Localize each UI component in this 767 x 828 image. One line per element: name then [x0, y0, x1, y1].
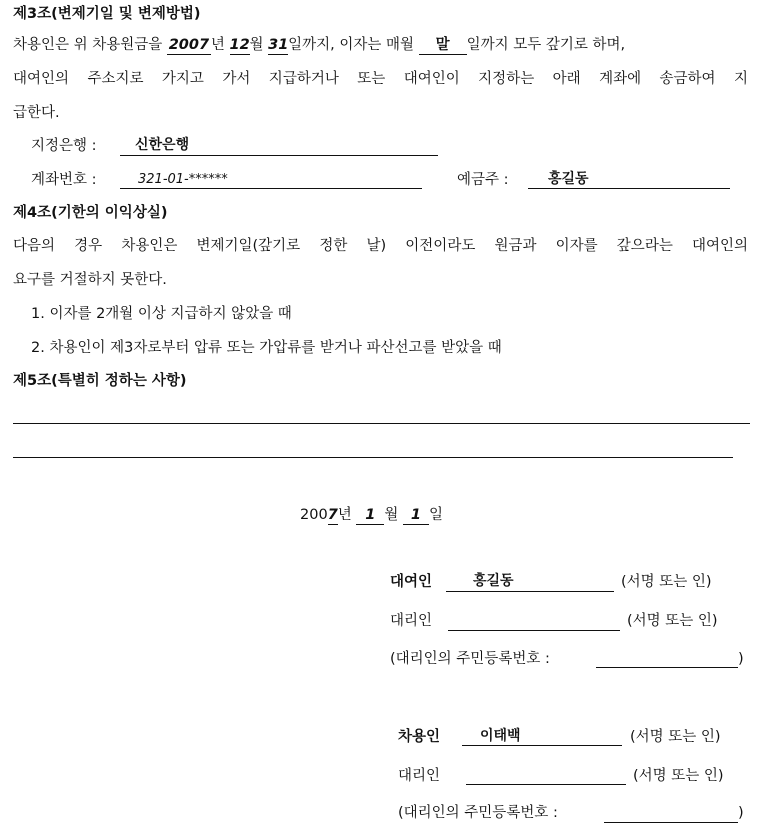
repayment-day: 31 [268, 37, 289, 53]
account-underline [120, 188, 422, 189]
lender-name-underline [446, 591, 614, 592]
lender-label: 대여인 [390, 574, 433, 590]
article5-title: 제5조(특별히 정하는 사항) [13, 373, 187, 389]
holder-underline [528, 188, 730, 189]
article4-item1: 1. 이자를 2개월 이상 지급하지 않았을 때 [31, 306, 292, 322]
interest-day: 말 [419, 37, 467, 55]
date-year: 7 [327, 507, 338, 523]
borrower-name: 이태백 [480, 728, 521, 744]
repayment-month: 12 [229, 37, 250, 53]
borrower-agent-id-label: (대리인의 주민등록번호 : [398, 805, 558, 821]
article3-line1: 차용인은 위 차용원금을 2007 년 12월 31일까지, 이자는 매월 말 일까지 모두 갚기로 하며, [13, 37, 626, 53]
account-value: 321-01-****** [138, 172, 228, 187]
borrower-agent-sign-note: (서명 또는 인) [633, 768, 724, 784]
date-day: 1 [403, 507, 429, 525]
contract-date: 2007년 1 월 1 일 [300, 507, 443, 523]
article4-item2: 2. 차용인이 제3자로부터 압류 또는 가압류를 받거나 파산선고를 받았을 때 [31, 340, 502, 356]
borrower-agent-id-underline [604, 822, 738, 823]
lender-agent-underline [448, 630, 620, 631]
lender-sign-note: (서명 또는 인) [621, 574, 712, 590]
article4-line2: 요구를 거절하지 못한다. [13, 272, 167, 288]
borrower-name-underline [462, 745, 622, 746]
account-label: 계좌번호 : [31, 172, 97, 188]
special-terms-line2 [13, 457, 733, 458]
bank-label: 지정은행 : [31, 138, 97, 154]
lender-agent-id-label: (대리인의 주민등록번호 : [390, 651, 550, 667]
holder-label: 예금주 : [457, 172, 509, 188]
repayment-year: 2007 [168, 37, 210, 53]
lender-agent-label: 대리인 [390, 613, 433, 629]
borrower-agent-label: 대리인 [398, 768, 441, 784]
bank-underline [120, 155, 438, 156]
lender-name: 홍길동 [473, 573, 514, 589]
article3-line3: 급한다. [13, 105, 60, 121]
lender-agent-sign-note: (서명 또는 인) [627, 613, 718, 629]
holder-value: 홍길동 [548, 171, 589, 187]
article3-title: 제3조(변제기일 및 변제방법) [13, 6, 201, 22]
date-month: 1 [356, 507, 384, 525]
article4-title: 제4조(기한의 이익상실) [13, 205, 168, 221]
borrower-agent-id-close: ) [738, 805, 744, 821]
lender-agent-id-close: ) [738, 651, 744, 667]
article3-line2: 대여인의 주소지로 가지고 가서 지급하거나 또는 대여인이 지정하는 아래 계좌에 송금하여 지 [13, 71, 748, 87]
bank-value: 신한은행 [135, 137, 190, 153]
borrower-label: 차용인 [398, 729, 441, 745]
borrower-agent-underline [466, 784, 626, 785]
special-terms-line1 [13, 423, 750, 424]
lender-agent-id-underline [596, 667, 738, 668]
borrower-sign-note: (서명 또는 인) [630, 729, 721, 745]
article4-line1: 다음의 경우 차용인은 변제기일(갚기로 정한 날) 이전이라도 원금과 이자를 갚으라는 대여인의 [13, 238, 748, 254]
